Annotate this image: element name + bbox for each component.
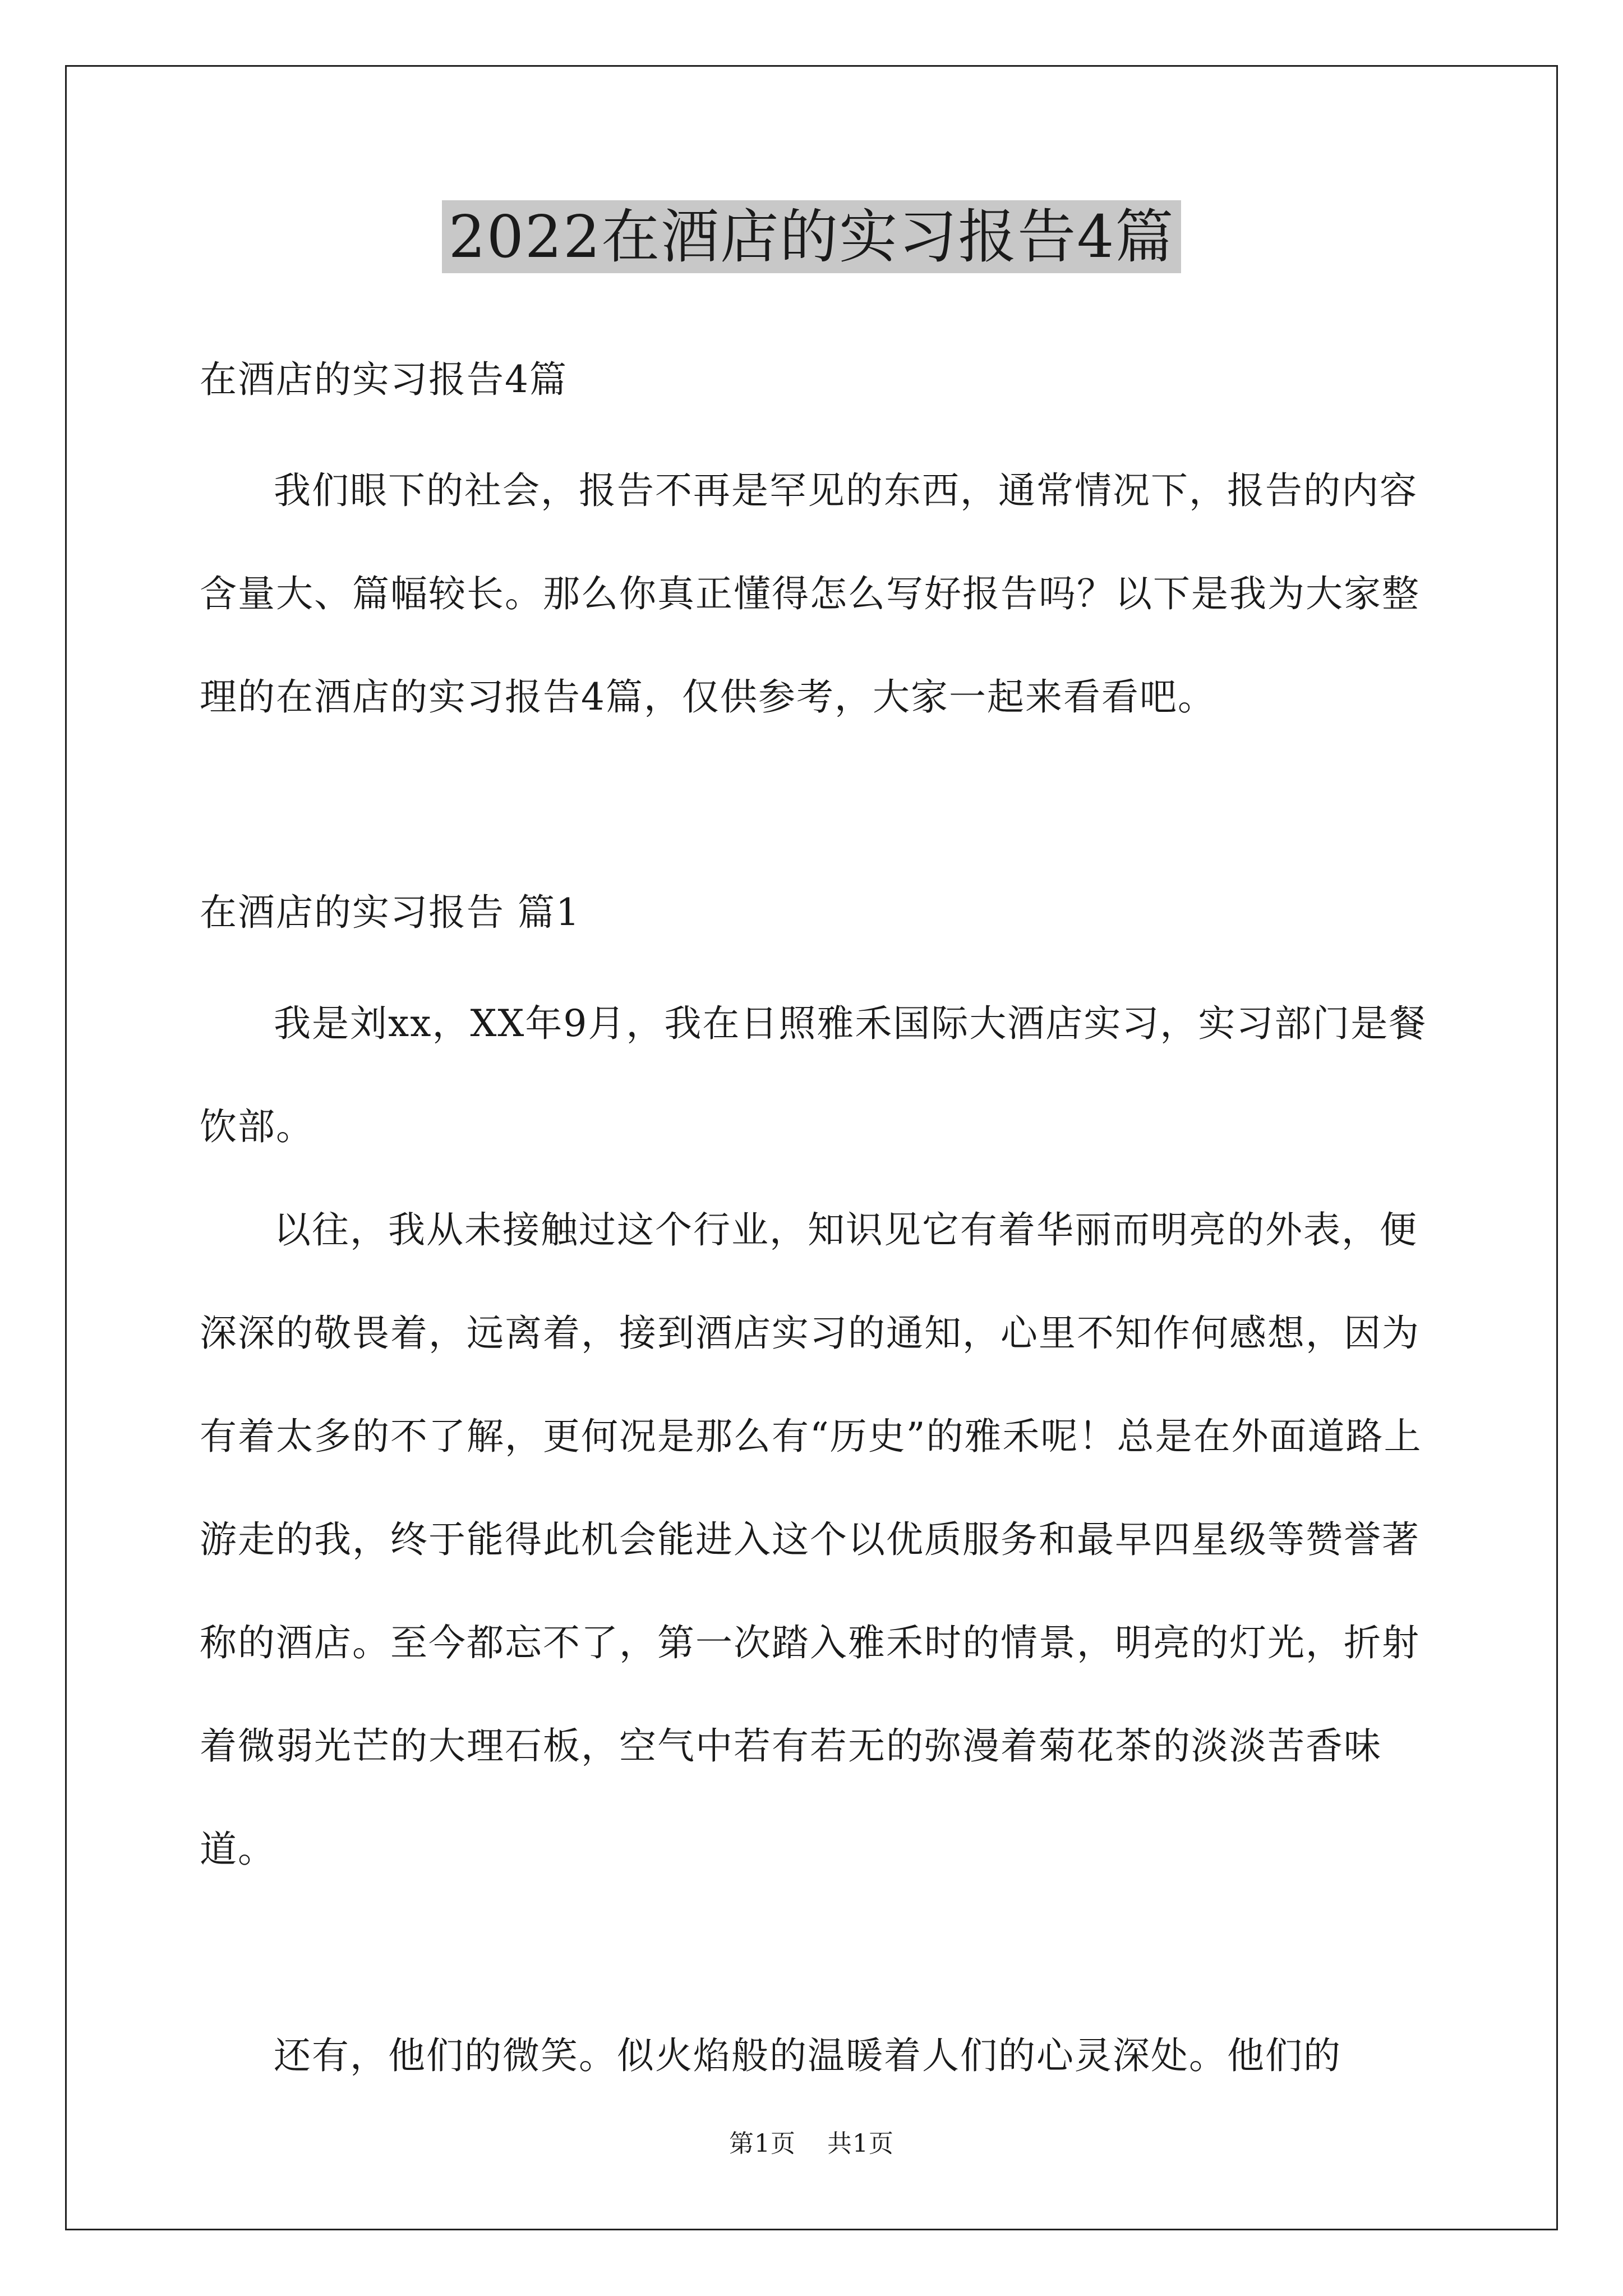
- document-title: [0, 197, 1623, 276]
- intro-paragraph: 我们眼下的社会，报告不再是罕见的东西，通常情况下，报告的内容含量大、篇幅较长。那么你真正懂得怎么写好报告吗？以下是我为大家整理的在酒店的实习报告4篇，仅供参考，大家一起来看看吧。: [200, 469, 1420, 719]
- body-paragraph: 还有，他们的微笑。似火焰般的温暖着人们的心灵深处。他们的: [274, 2034, 1341, 2077]
- section-heading: 在酒店的实习报告 篇1: [200, 891, 580, 934]
- document-title-text: 2022在酒店的实习报告4篇: [442, 200, 1182, 273]
- page-number-total: 共1页: [827, 2129, 894, 2158]
- body-paragraph: 我是刘xx，XX年9月，我在日照雅禾国际大酒店实习，实习部门是餐饮部。: [200, 1002, 1427, 1148]
- page-footer: [0, 2127, 1623, 2161]
- page-number-current: 第1页: [729, 2129, 796, 2158]
- body-paragraph: 以往，我从未接触过这个行业，知识见它有着华丽而明亮的外表，便深深的敬畏着，远离着，接到酒店实习的通知，心里不知作何感想，因为有着太多的不了解，更何况是那么有“历史”的雅禾呢！总是在外面道路上游走的我，终于能得此机会能进入这个以优质服务和最早四星级等赞誉著称的酒店。至今都忘不了，第一次踏入雅禾时的情景，明亮的灯光，折射着微弱光芒的大理石板，空气中若有若无的弥漫着菊花茶的淡淡苦香味道。: [200, 1208, 1422, 1871]
- document-subtitle: 在酒店的实习报告4篇: [200, 358, 568, 401]
